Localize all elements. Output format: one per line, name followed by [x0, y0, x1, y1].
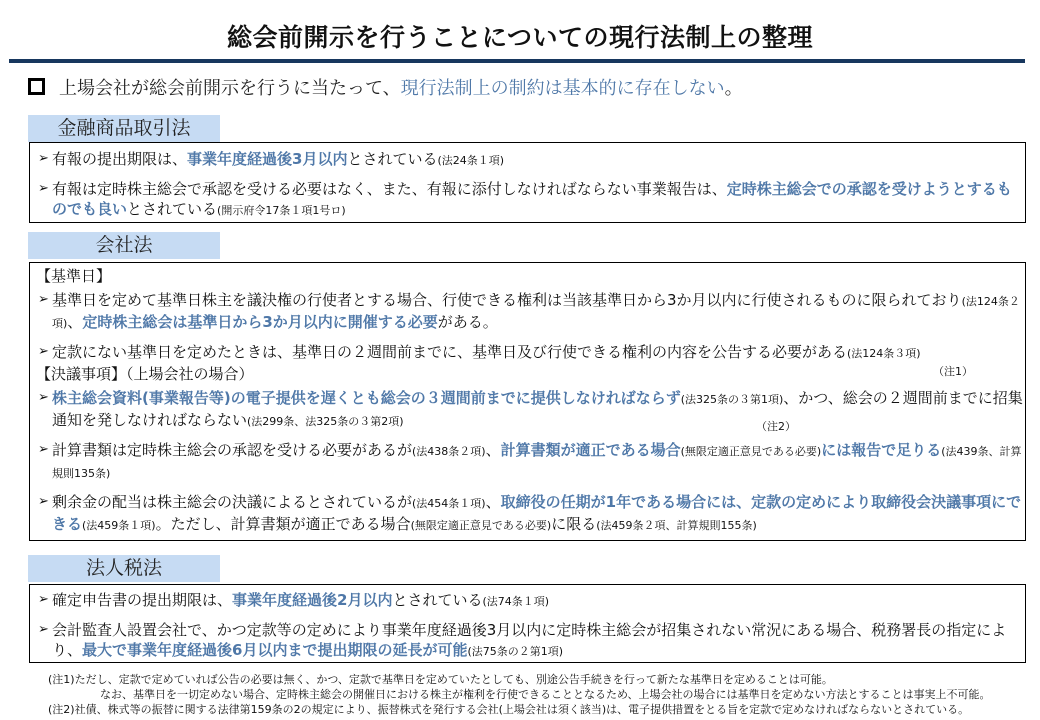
- list-item: ➢ 有報は定時株主総会で承認を受ける必要はなく、また、有報に添付しなければならない事業報告は、定時株主総会での承認を受けようとするものでも良いとされている(開示府令17条１項1号ロ): [38, 180, 1012, 218]
- list-item: ➢ 定款にない基準日を定めたときは、基準日の２週間前までに、基準日及び行使できる権利の内容を公告する必要がある(法124条３項): [38, 343, 921, 361]
- section-box-companies-act: [29, 262, 1026, 541]
- arrow-bullet-icon: ➢: [38, 494, 49, 509]
- note-ref-1: （注1）: [933, 365, 973, 378]
- title-divider: [9, 59, 1025, 63]
- arrow-bullet-icon: ➢: [38, 592, 49, 607]
- footnote-1: (注1)ただし、定款で定めていれば公告の必要は無く、かつ、定款で基準日を定めていたとしても、別途公告手続きを行って新たな基準日を定めることは可能。: [48, 673, 833, 686]
- footnote-1-continued: なお、基準日を一切定めない場合、定時株主総会の開催日における株主が権利を行使できることとなるため、上場会社の場合には基準日を定めない方法とすることは事実上不可能。: [100, 688, 991, 701]
- list-item: ➢ 剰余金の配当は株主総会の決議によるとされているが(法454条１項)、取締役の任期が1年である場合には、定款の定めにより取締役会決議事項にできる(法459条１項)。ただし、計算書類が適正である場合(無限定適正意見である必要)に限る(法459条２項、計算規則155条): [38, 493, 1022, 533]
- section-box-corporation-tax-act: [29, 584, 1026, 663]
- list-item: ➢ 計算書類は定時株主総会の承認を受ける必要があるが(法438条２項)、計算書類が適正である場合(無限定適正意見である必要)には報告で足りる(法439条、計算規則135条): [38, 441, 1022, 480]
- section-box-fiea: [29, 142, 1026, 223]
- section-tab-companies-act: 会社法: [28, 232, 220, 259]
- arrow-bullet-icon: ➢: [38, 292, 49, 307]
- arrow-bullet-icon: ➢: [38, 181, 49, 196]
- section-tab-corporation-tax-act: 法人税法: [28, 555, 220, 582]
- note-ref-2: （注2）: [756, 420, 796, 433]
- subheading-resolution-matters: 【決議事項】（上場会社の場合）: [36, 365, 254, 383]
- subheading-record-date: 【基準日】: [36, 267, 112, 285]
- footnote-2: (注2)社債、株式等の振替に関する法律第159条の2の規定により、振替株式を発行する会社(上場会社は須く該当)は、電子提供措置をとる旨を定款で定めなければならないとされている。: [48, 703, 970, 716]
- arrow-bullet-icon: ➢: [38, 344, 49, 359]
- footnotes: [48, 672, 991, 717]
- lead-statement: 上場会社が総会前開示を行うに当たって、現行法制上の制約は基本的に存在しない。: [28, 74, 743, 100]
- list-item: ➢ 基準日を定めて基準日株主を議決権の行使者とする場合、行使できる権利は当該基準日から3か月以内に行使されるものに限られており(法124条２項)、定時株主総会は基準日から3か月以内に開催する必要がある。: [38, 291, 1020, 331]
- arrow-bullet-icon: ➢: [38, 151, 49, 166]
- section-tab-fiea: 金融商品取引法: [28, 115, 220, 142]
- list-item: ➢ 確定申告書の提出期限は、事業年度経過後2月以内とされている(法74条１項): [38, 591, 550, 609]
- list-item: ➢ 会計監査人設置会社で、かつ定款等の定めにより事業年度経過後3月以内に定時株主総会が招集されない常況にある場合、税務署長の指定により、最大で事業年度経過後6月以内まで提出期限の延長が可能(法75条の２第1項): [38, 621, 1007, 659]
- arrow-bullet-icon: ➢: [38, 622, 49, 637]
- arrow-bullet-icon: ➢: [38, 390, 49, 405]
- page-title: 総会前開示を行うことについての現行法制上の整理: [226, 23, 813, 52]
- list-item: ➢ 株主総会資料(事業報告等)の電子提供を遅くとも総会の３週間前までに提供しなければならず(法325条の３第1項)、かつ、総会の２週間前までに招集通知を発しなければならない(法299条、法325条の３第2項): [38, 389, 1023, 429]
- list-item: ➢ 有報の提出期限は、事業年度経過後3月以内とされている(法24条１項): [38, 150, 505, 168]
- square-bullet-icon: [28, 78, 45, 95]
- arrow-bullet-icon: ➢: [38, 442, 49, 457]
